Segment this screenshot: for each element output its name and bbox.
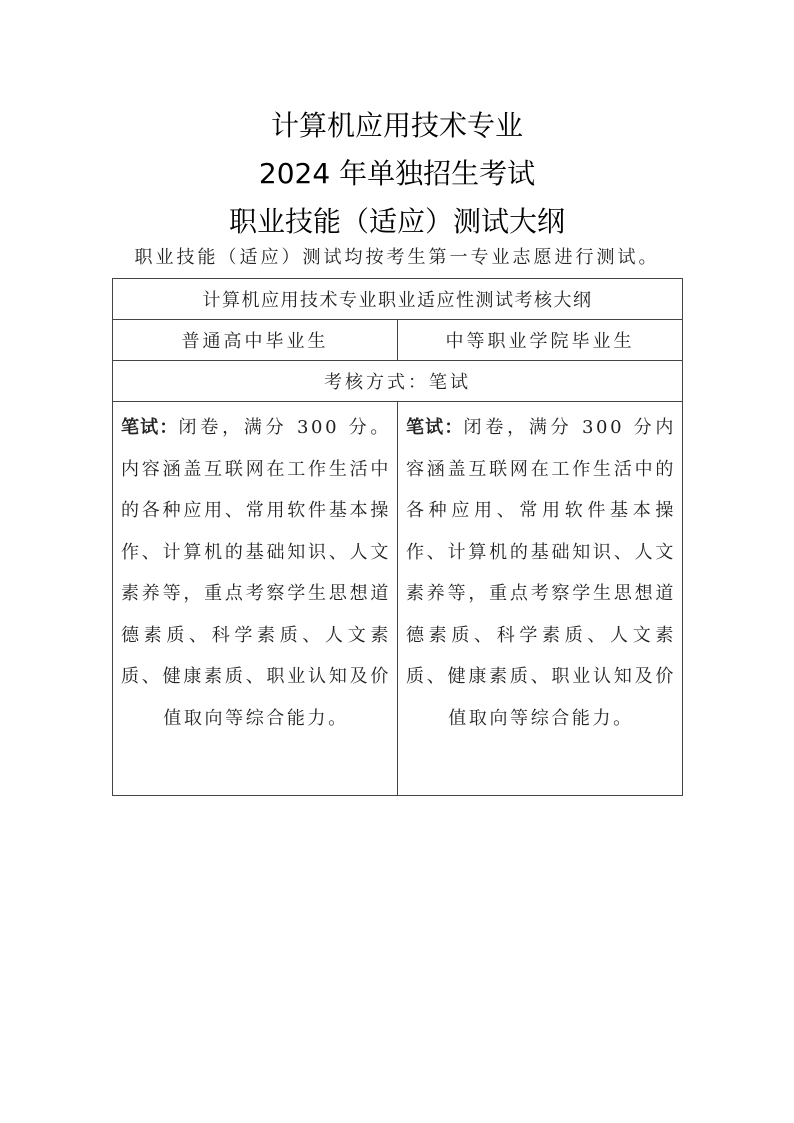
cell-text: 闭卷，满分 300 分。内容涵盖互联网在工作生活中的各种应用、常用软件基本操作、计算机的基础知识、人文素养等，重点考察学生思想道德素质、科学素质、人文素质、健康素质、职业认知及价值取向等综合能力。 [121, 417, 392, 729]
title-line-2: 2024 年单独招生考试 [258, 157, 536, 190]
column-vocational: 中等职业学院毕业生 [398, 320, 683, 361]
cell-label: 笔试： [121, 417, 179, 438]
exam-method: 考核方式：笔试 [113, 361, 683, 402]
cell-text: 闭卷，满分 300 分内容涵盖互联网在工作生活中的各种应用、常用软件基本操作、计算机的基础知识、人文素养等，重点考察学生思想道德素质、科学素质、人文素质、健康素质、职业认知及价值取向等综合能力。 [406, 417, 677, 729]
cell-high-school [113, 402, 398, 796]
cell-label: 笔试： [406, 417, 464, 438]
table-header: 计算机应用技术专业职业适应性测试考核大纲 [113, 279, 683, 320]
title-line-3: 职业技能（适应）测试大纲 [228, 205, 565, 238]
cell-vocational [398, 402, 683, 796]
intro-text: 职业技能（适应）测试均按考生第一专业志愿进行测试。 [134, 247, 660, 268]
syllabus-table [112, 278, 683, 796]
column-high-school: 普通高中毕业生 [113, 320, 398, 361]
title-line-1: 计算机应用技术专业 [270, 109, 523, 142]
